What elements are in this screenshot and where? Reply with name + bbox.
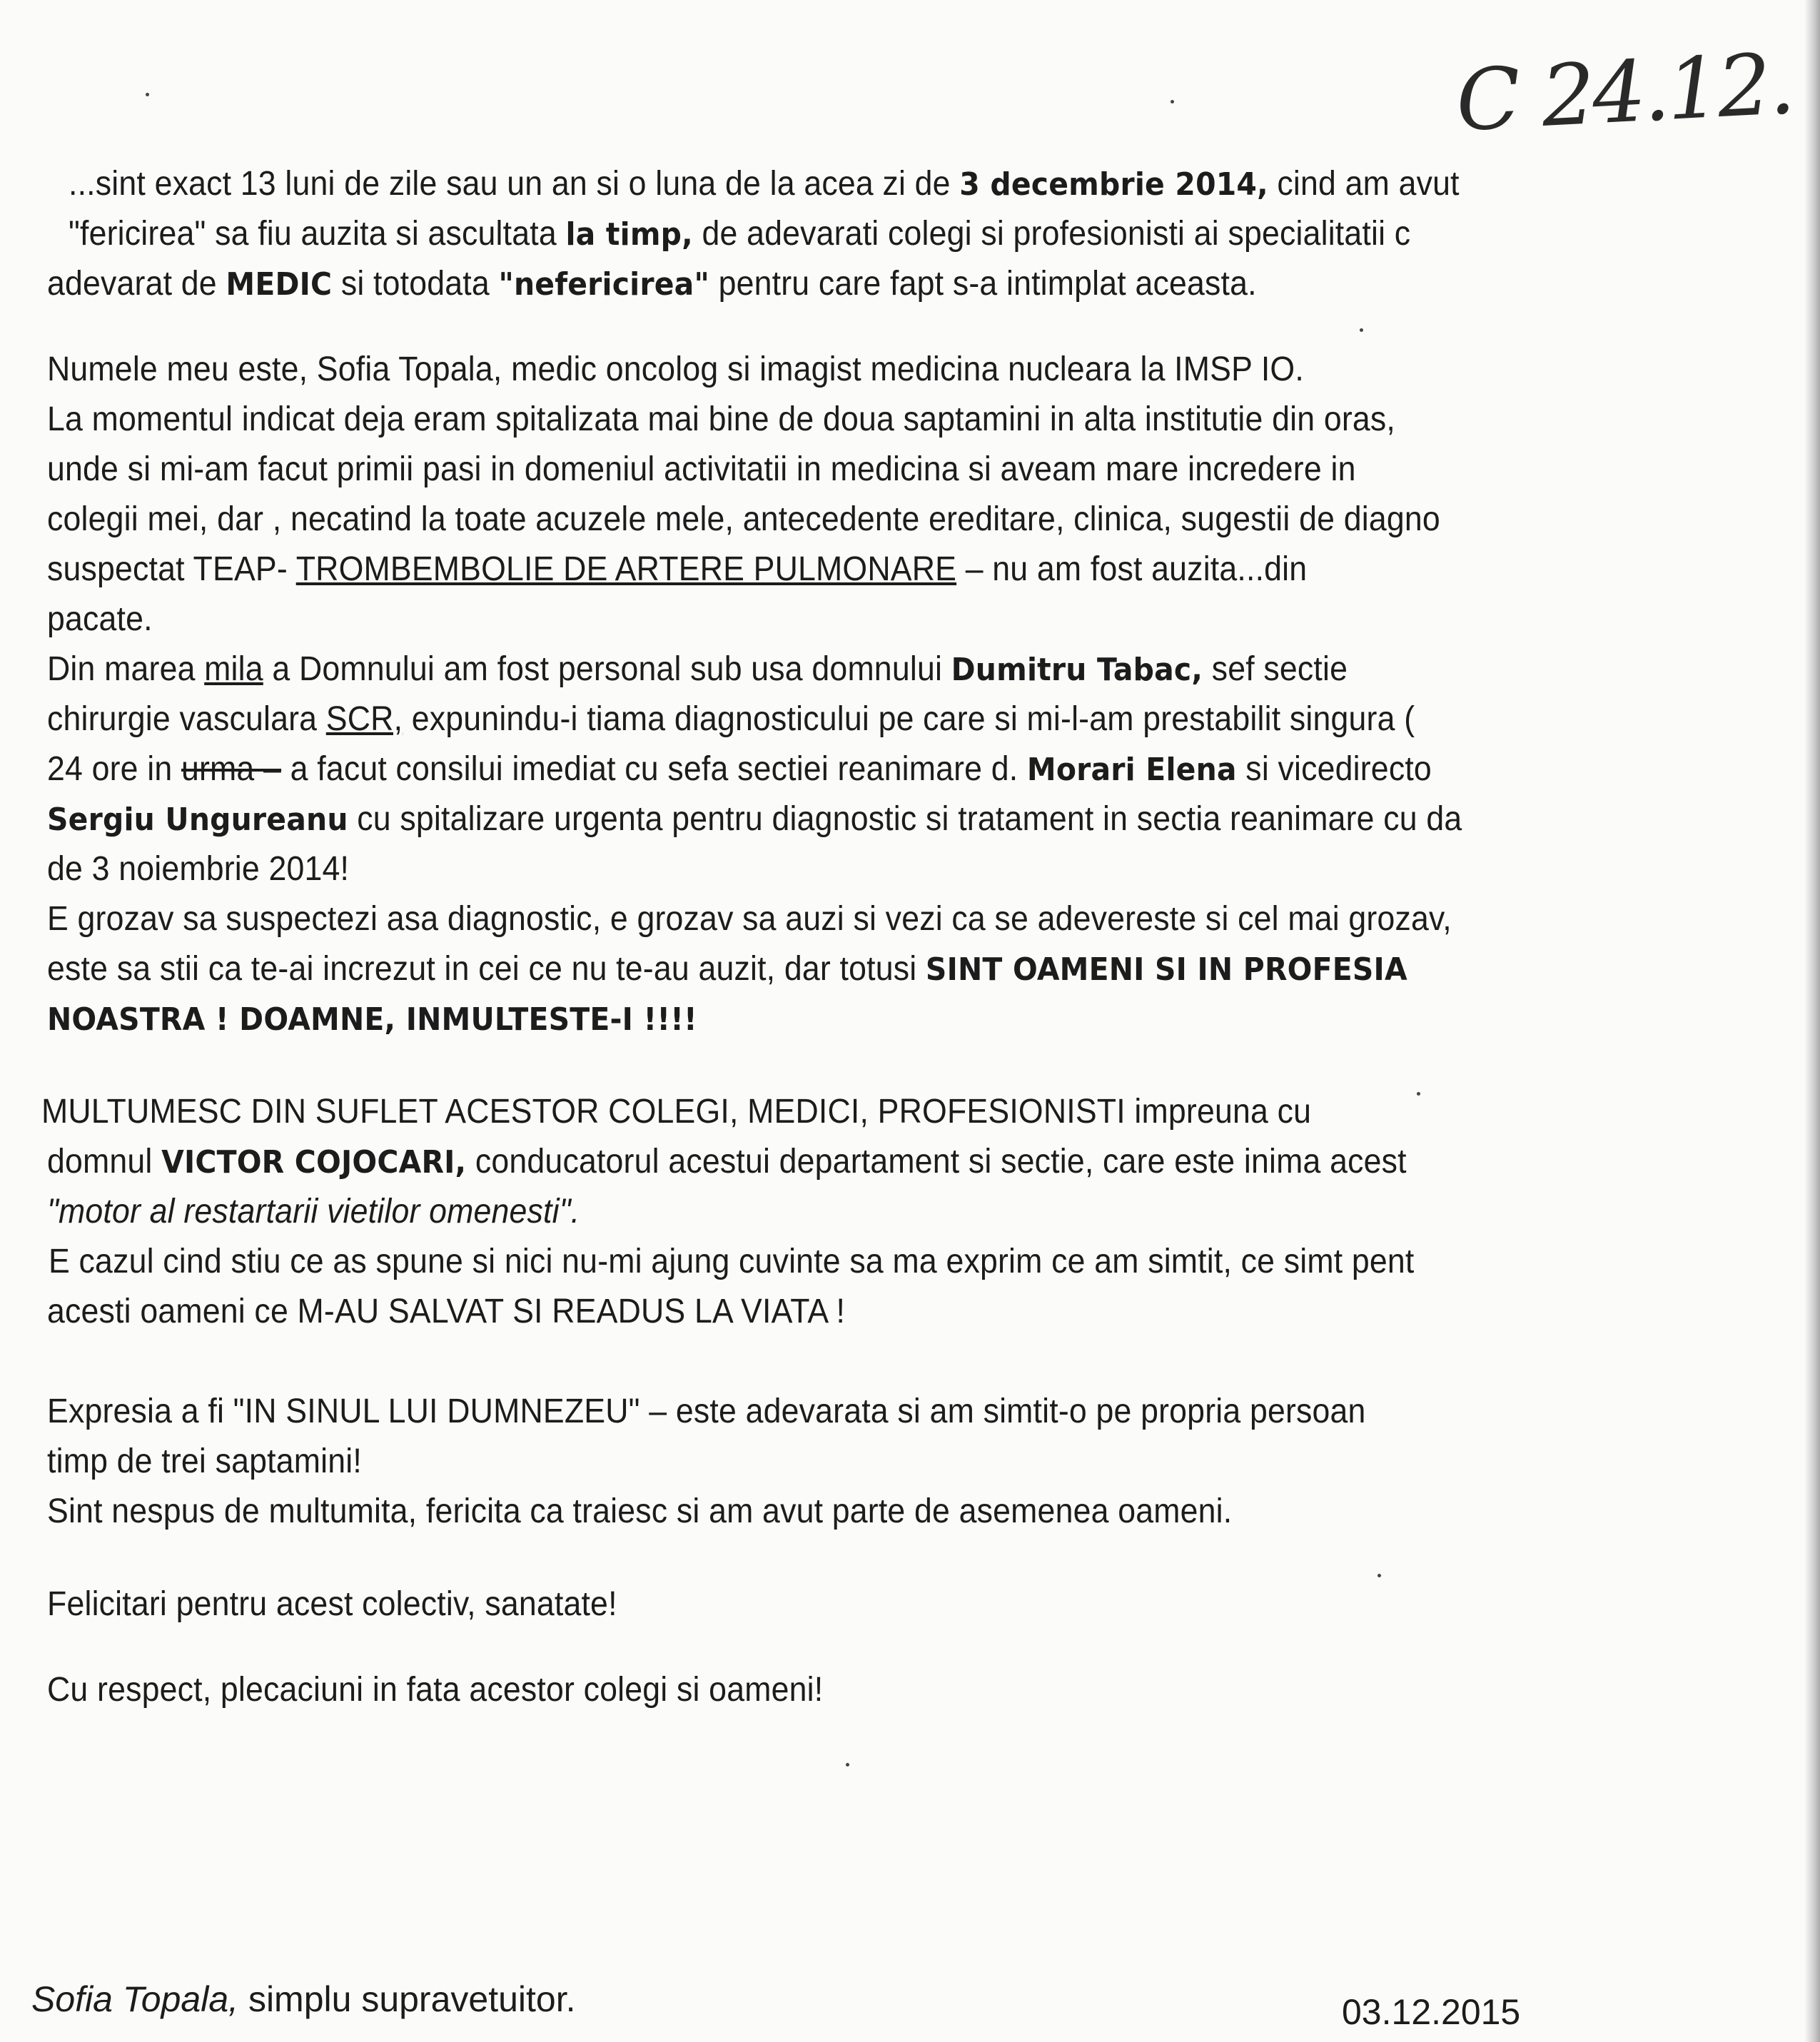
underlined-text: TROMBEMBOLIE DE ARTERE PULMONARE xyxy=(295,550,957,588)
letter-line xyxy=(47,849,349,889)
line-text: – nu am fost auzita...din xyxy=(956,550,1308,588)
letter-line xyxy=(47,799,1462,840)
letter-line xyxy=(47,1442,362,1482)
letter-line xyxy=(47,699,1415,739)
line-text: de 3 noiembrie 2014! xyxy=(47,850,350,888)
line-text: pentru care fapt s-a intimplat aceasta. xyxy=(709,265,1257,303)
signature xyxy=(31,1978,575,2020)
line-text: domnul xyxy=(47,1143,162,1181)
line-text: a Domnului am fost personal sub usa domnului xyxy=(263,650,951,688)
scan-speck xyxy=(1360,328,1363,332)
letter-line xyxy=(47,650,1348,690)
line-text: unde si mi-am facut primii pasi in domeniul activitatii in medicina si aveam mare incredere in xyxy=(47,450,1356,488)
scan-edge-shadow xyxy=(1804,0,1820,2042)
line-text: cind am avut xyxy=(1268,165,1460,203)
letter-line xyxy=(47,400,1395,440)
line-text: de adevarati colegi si profesionisti ai specialitatii c xyxy=(692,215,1411,253)
line-text: Cu respect, plecaciuni in fata acestor colegi si oameni! xyxy=(47,1671,824,1709)
line-text: timp de trei saptamini! xyxy=(47,1442,362,1480)
letter-line xyxy=(47,1142,1407,1183)
letter-line xyxy=(49,1242,1415,1282)
letter-line xyxy=(47,899,1452,939)
line-text: si vicedirecto xyxy=(1236,750,1432,788)
line-text: ...sint exact 13 luni de zile sau un an si o luna de la acea zi de xyxy=(69,165,960,203)
letter-line xyxy=(47,749,1432,790)
bold-text: MEDIC xyxy=(226,266,333,303)
line-text: suspectat TEAP- xyxy=(47,550,296,588)
scan-speck xyxy=(846,1763,849,1766)
scan-speck xyxy=(146,93,149,96)
line-text: E cazul cind stiu ce as spune si nici nu-mi ajung cuvinte sa ma exprim ce am simtit, ce simt pent xyxy=(49,1243,1415,1280)
bold-text: Morari Elena xyxy=(1026,752,1237,788)
letter-line xyxy=(47,264,1257,305)
line-text: "fericirea" sa fiu auzita si ascultata xyxy=(69,215,566,253)
line-text: Numele meu este, Sofia Topala, medic oncolog si imagist medicina nucleara la IMSP IO. xyxy=(47,350,1304,388)
letter-line xyxy=(69,214,1410,255)
line-text: acesti oameni ce M-AU SALVAT SI READUS LA VIATA ! xyxy=(47,1293,846,1330)
letter-line xyxy=(47,1670,823,1710)
line-text: adevarat de xyxy=(47,265,226,303)
letter-line xyxy=(47,1492,1232,1532)
underlined-text: mila xyxy=(204,650,263,688)
line-text: chirurgie vasculara xyxy=(47,700,326,738)
line-text: colegii mei, dar , necatind la toate acuzele mele, antecedente ereditare, clinica, sugestii de diagno xyxy=(47,500,1440,538)
letter-line xyxy=(47,350,1304,390)
line-text: a facut consilui imediat cu sefa sectiei reanimare d. xyxy=(281,750,1027,788)
line-text: Din marea xyxy=(47,650,205,688)
bold-text: NOASTRA ! DOAMNE, INMULTESTE-I !!!! xyxy=(47,1001,697,1038)
underlined-text: SCR, xyxy=(325,700,403,738)
letter-line xyxy=(47,550,1307,590)
line-text: si totodata xyxy=(332,265,499,303)
bold-text: SINT OAMENI SI IN PROFESIA xyxy=(925,951,1407,988)
line-text: E grozav sa suspectezi asa diagnostic, e grozav sa auzi si vezi ca se adevereste si cel mai grozav, xyxy=(47,900,1452,938)
letter-line xyxy=(47,1192,580,1232)
letter-line xyxy=(47,1392,1366,1432)
line-text: expunindu-i tiama diagnosticului pe care si mi-l-am prestabilit singura ( xyxy=(403,700,1415,738)
bold-text: Dumitru Tabac, xyxy=(951,652,1203,688)
letter-line xyxy=(47,600,153,640)
line-text: La momentul indicat deja eram spitalizata mai bine de doua saptamini in alta institutie din oras, xyxy=(47,400,1396,438)
letter-line xyxy=(47,949,1407,990)
bold-text: "nefericirea" xyxy=(498,266,709,303)
struck-text: urma – xyxy=(181,750,282,788)
line-text: MULTUMESC DIN SUFLET ACESTOR COLEGI, MEDICI, PROFESIONISTI impreuna cu xyxy=(41,1093,1312,1131)
line-text: cu spitalizare urgenta pentru diagnostic si tratament in sectia reanimare cu da xyxy=(348,800,1462,838)
signature-title: simplu supravetuitor. xyxy=(238,1979,576,2019)
line-text: 24 ore in xyxy=(47,750,181,788)
line-text: Expresia a fi "IN SINUL LUI DUMNEZEU" – este adevarata si am simtit-o pe propria persoan xyxy=(47,1392,1366,1430)
letter-date: 03.12.2015 xyxy=(1342,1992,1521,2032)
bold-text: 3 decembrie 2014, xyxy=(959,166,1268,203)
bold-text: Sergiu Ungureanu xyxy=(47,802,348,838)
handwritten-registration-note: C 24.12. xyxy=(1453,34,1795,151)
line-text: este sa stii ca te-ai increzut in cei ce nu te-au auzit, dar totusi xyxy=(47,950,926,988)
scan-speck xyxy=(1417,1092,1420,1096)
scan-speck xyxy=(1377,1574,1381,1577)
line-text: sef sectie xyxy=(1203,650,1348,688)
bold-text: la timp, xyxy=(565,216,693,253)
bold-text: VICTOR COJOCARI, xyxy=(161,1144,467,1181)
line-text: Sint nespus de multumita, fericita ca traiesc si am avut parte de asemenea oameni. xyxy=(47,1492,1233,1530)
line-text: conducatorul acestui departament si sectie, care este inima acest xyxy=(466,1143,1407,1181)
letter-line xyxy=(47,1584,617,1624)
scan-speck xyxy=(1171,100,1174,103)
letter-line xyxy=(47,450,1356,490)
letter-line xyxy=(69,164,1460,205)
line-text: pacate. xyxy=(47,600,153,638)
italic-text: "motor al restartarii vietilor omenesti". xyxy=(47,1193,580,1230)
letter-line xyxy=(47,500,1440,540)
line-text: Felicitari pentru acest colectiv, sanatate! xyxy=(47,1585,617,1623)
signature-name: Sofia Topala, xyxy=(31,1979,239,2019)
letter-line xyxy=(41,1092,1311,1132)
letter-line xyxy=(47,1292,845,1332)
letter-line xyxy=(47,999,697,1040)
